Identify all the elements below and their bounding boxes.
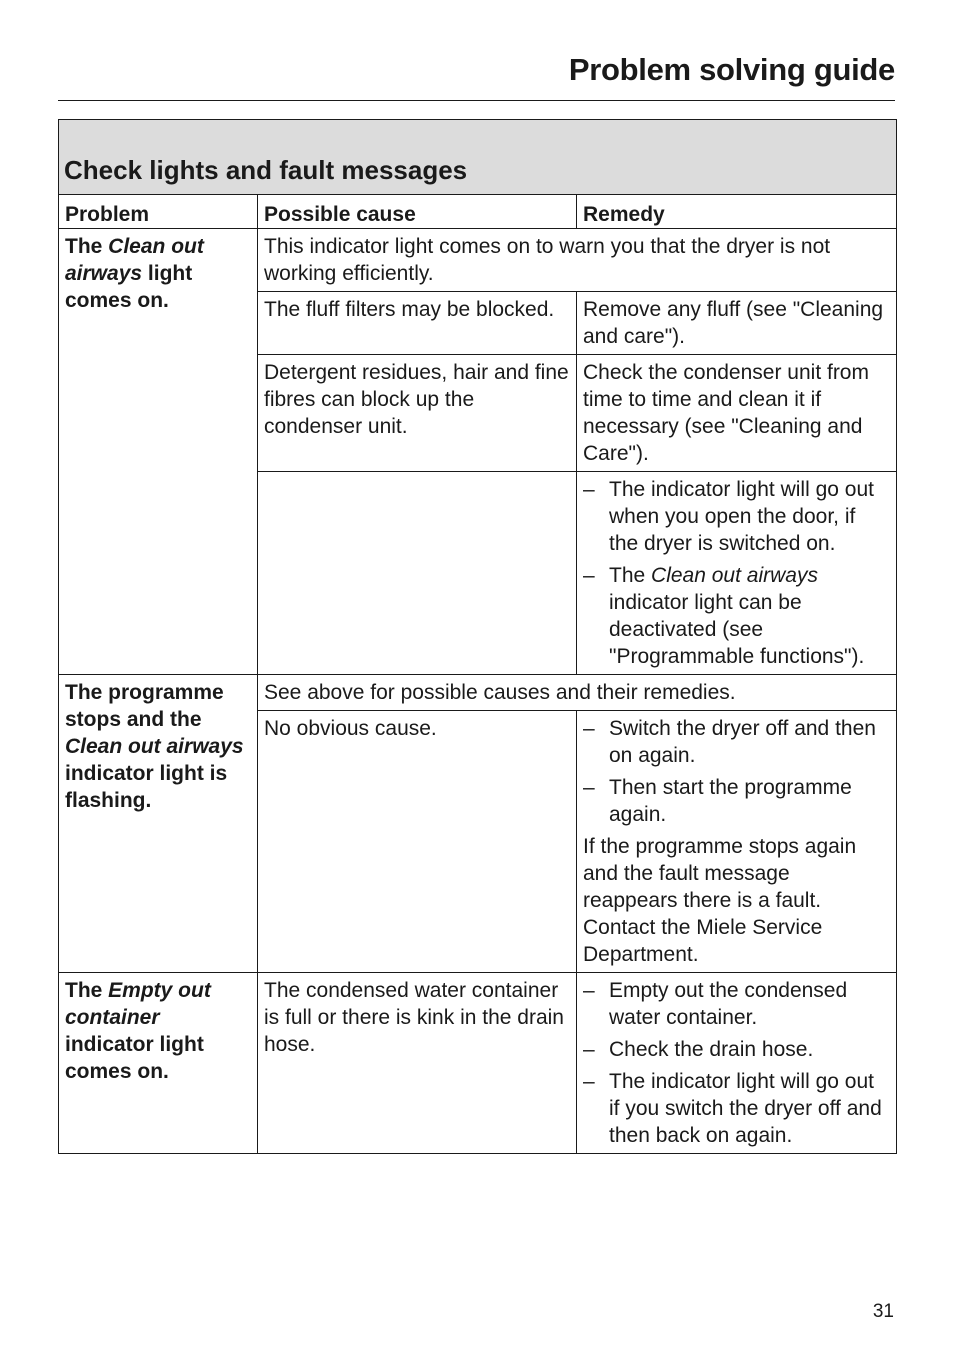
problem-text: indicator light comes on. [65,1033,204,1083]
column-header-cause: Possible cause [258,195,577,229]
column-header-row [59,195,897,229]
section-title-cell [59,120,897,195]
indicator-name: Clean out airways [65,235,204,285]
remedy-cell [577,973,897,1154]
problem-cell-empty-container [59,973,258,1154]
problem-text: indicator light is flashing. [65,762,228,812]
problem-text: The [65,235,109,258]
remedy-list [583,476,890,670]
remedy-list [583,715,890,828]
column-header-problem: Problem [59,195,258,229]
remedy-list [583,977,890,1149]
page-header [58,48,895,101]
page-number: 31 [872,1301,894,1322]
table-row [59,229,897,292]
section-title-row [59,120,897,195]
remedy-cell: Remove any fluff (see "Cleaning and care"). [577,292,897,355]
cause-cell: The fluff filters may be blocked. [258,292,577,355]
remedy-cell [577,472,897,675]
remedy-cell: Check the condenser unit from time to time and clean it if necessary (see "Cleaning and Care"). [577,355,897,472]
table-row [59,675,897,711]
problem-solving-table [58,119,897,1154]
cause-cell: The condensed water container is full or there is kink in the drain hose. [258,973,577,1154]
intro-cell: This indicator light comes on to warn you that the dryer is not working efficiently. [258,229,897,292]
problem-cell-clean-airways [59,229,258,675]
table-row [59,973,897,1154]
remedy-item: – Switch the dryer off and then on again. [583,715,890,769]
page-title: Problem solving guide [568,52,895,87]
remedy-text: The [609,564,652,587]
remedy-text: indicator light can be deactivated (see "Programmable functions"). [609,591,865,668]
remedy-item: – Empty out the condensed water container. [583,977,890,1031]
cause-cell-empty [258,472,577,675]
remedy-item: – The indicator light will go out when you open the door, if the dryer is switched on. [583,476,890,557]
problem-text: The [65,979,109,1002]
remedy-cell [577,711,897,973]
column-header-remedy: Remedy [577,195,897,229]
remedy-note: If the programme stops again and the fault message reappears there is a fault. Contact the Miele Service Department. [583,835,857,966]
remedy-item: – The indicator light will go out if you switch the dryer off and then back on again. [583,1068,890,1149]
remedy-item: – Then start the programme again. [583,774,890,828]
problem-text: light comes on. [65,262,193,312]
problem-text: The programme stops and the [65,681,224,731]
cause-cell: Detergent residues, hair and fine fibres can block up the condenser unit. [258,355,577,472]
section-title: Check lights and fault messages [64,155,468,185]
indicator-name: Clean out airways [651,564,818,587]
cause-cell: No obvious cause. [258,711,577,973]
intro-cell: See above for possible causes and their remedies. [258,675,897,711]
remedy-item: – Check the drain hose. [583,1036,890,1063]
remedy-item [583,562,890,670]
indicator-name: Clean out airways [65,735,244,758]
indicator-name: Empty out container [65,979,211,1029]
problem-cell-programme-stops [59,675,258,973]
